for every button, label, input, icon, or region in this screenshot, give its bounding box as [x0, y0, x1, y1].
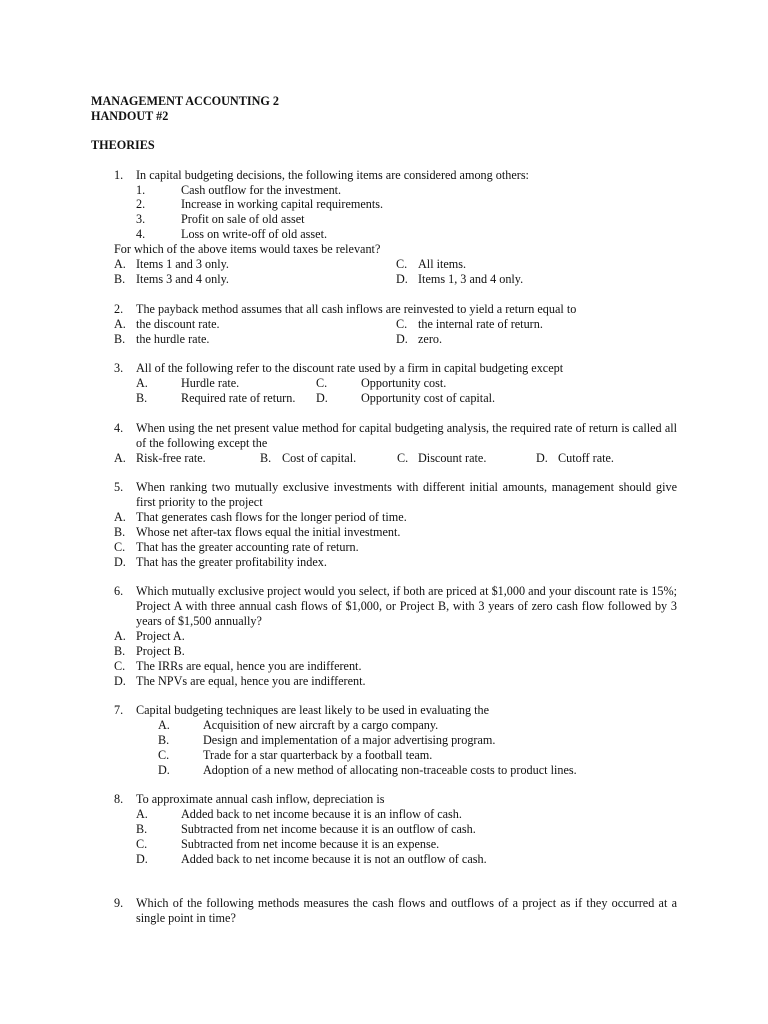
option-letter: B. — [158, 733, 170, 747]
option-text: Subtracted from net income because it is an outflow of cash. — [181, 822, 476, 836]
option-text: Items 3 and 4 only. — [136, 272, 229, 286]
option-text: the discount rate. — [136, 317, 220, 331]
question-stem: The payback method assumes that all cash inflows are reinvested to yield a return equal to — [136, 302, 577, 316]
question-number: 9. — [114, 896, 124, 910]
question-stem: Which mutually exclusive project would you select, if both are priced at $1,000 and your discount rate is 15%; Project A with three annual cash flows of $1,000, or Project B, with 3 years of zero cash flow followed by 3 years of $1,500 annually? — [136, 584, 677, 628]
option-letter: D. — [396, 332, 408, 346]
option-text: That generates cash flows for the longer period of time. — [136, 510, 407, 524]
question-number: 6. — [114, 584, 124, 598]
question-number: 3. — [114, 361, 124, 375]
question-number: 5. — [114, 480, 124, 494]
option-letter: A. — [158, 718, 170, 732]
option-text: All items. — [418, 257, 467, 271]
option-text: Project A. — [136, 629, 185, 643]
option-letter: D. — [114, 674, 126, 688]
item-text: Increase in working capital requirements. — [181, 197, 384, 211]
option-text: Design and implementation of a major advertising program. — [203, 733, 496, 747]
question-stem: To approximate annual cash inflow, depreciation is — [136, 792, 385, 806]
option-letter: D. — [396, 272, 408, 286]
option-letter: B. — [114, 272, 126, 286]
question-followup: For which of the above items would taxes be relevant? — [114, 242, 381, 256]
item-number: 1. — [136, 183, 146, 197]
question-stem: Capital budgeting techniques are least likely to be used in evaluating the — [136, 703, 489, 717]
option-letter: B. — [114, 332, 126, 346]
question-number: 7. — [114, 703, 124, 717]
option-letter: A. — [114, 629, 126, 643]
option-text: the internal rate of return. — [418, 317, 543, 331]
option-letter: A. — [114, 257, 126, 271]
option-text: zero. — [418, 332, 443, 346]
option-letter: C. — [114, 659, 126, 673]
option-text: Whose net after-tax flows equal the initial investment. — [136, 525, 401, 539]
option-text: Subtracted from net income because it is an expense. — [181, 837, 440, 851]
option-text: Acquisition of new aircraft by a cargo company. — [203, 718, 439, 732]
option-letter: A. — [136, 807, 148, 821]
option-letter: C. — [396, 317, 408, 331]
question-number: 2. — [114, 302, 124, 316]
option-letter: A. — [114, 317, 126, 331]
option-text: Project B. — [136, 644, 185, 658]
item-number: 3. — [136, 212, 146, 226]
option-text: the hurdle rate. — [136, 332, 210, 346]
question-stem: In capital budgeting decisions, the following items are considered among others: — [136, 168, 529, 182]
option-text: Cost of capital. — [282, 451, 357, 465]
option-letter: B. — [136, 822, 148, 836]
item-number: 2. — [136, 197, 146, 211]
option-letter: A. — [136, 376, 148, 390]
option-text: Trade for a star quarterback by a football team. — [203, 748, 433, 762]
option-text: Risk-free rate. — [136, 451, 206, 465]
item-text: Cash outflow for the investment. — [181, 183, 342, 197]
option-letter: C. — [114, 540, 126, 554]
option-letter: B. — [114, 644, 126, 658]
option-text: Opportunity cost of capital. — [361, 391, 496, 405]
option-letter: A. — [114, 451, 126, 465]
option-text: Hurdle rate. — [181, 376, 240, 390]
option-text: The IRRs are equal, hence you are indifferent. — [136, 659, 362, 673]
option-text: Added back to net income because it is an inflow of cash. — [181, 807, 462, 821]
option-text: Discount rate. — [418, 451, 487, 465]
option-text: Added back to net income because it is not an outflow of cash. — [181, 852, 487, 866]
question-stem: When using the net present value method for capital budgeting analysis, the required rate of return is called all of the following except the — [136, 421, 677, 450]
option-letter: C. — [158, 748, 170, 762]
option-letter: C. — [397, 451, 409, 465]
option-text: Items 1 and 3 only. — [136, 257, 229, 271]
option-text: The NPVs are equal, hence you are indifferent. — [136, 674, 366, 688]
option-letter: B. — [260, 451, 272, 465]
option-letter: B. — [136, 391, 148, 405]
question-number: 8. — [114, 792, 124, 806]
option-text: Required rate of return. — [181, 391, 296, 405]
question-stem: Which of the following methods measures the cash flows and outflows of a project as if they occurred at a single point in time? — [136, 896, 677, 925]
item-number: 4. — [136, 227, 146, 241]
option-letter: D. — [114, 555, 126, 569]
item-text: Loss on write-off of old asset. — [181, 227, 327, 241]
document-title: MANAGEMENT ACCOUNTING 2 — [91, 94, 280, 108]
option-text: Opportunity cost. — [361, 376, 447, 390]
option-text: Items 1, 3 and 4 only. — [418, 272, 524, 286]
question-number: 4. — [114, 421, 124, 435]
option-letter: C. — [396, 257, 408, 271]
question-number: 1. — [114, 168, 124, 182]
option-letter: D. — [158, 763, 170, 777]
section-heading: THEORIES — [91, 138, 155, 152]
option-letter: D. — [316, 391, 328, 405]
question-stem: When ranking two mutually exclusive investments with different initial amounts, management should give first priority to the project — [136, 480, 677, 509]
option-text: That has the greater profitability index. — [136, 555, 327, 569]
option-text: Cutoff rate. — [558, 451, 614, 465]
option-text: Adoption of a new method of allocating non-traceable costs to product lines. — [203, 763, 577, 777]
option-letter: A. — [114, 510, 126, 524]
option-letter: D. — [536, 451, 548, 465]
handout-number: HANDOUT #2 — [91, 109, 169, 123]
option-letter: C. — [136, 837, 148, 851]
item-text: Profit on sale of old asset — [181, 212, 305, 226]
option-text: That has the greater accounting rate of return. — [136, 540, 359, 554]
option-letter: D. — [136, 852, 148, 866]
option-letter: B. — [114, 525, 126, 539]
question-stem: All of the following refer to the discount rate used by a firm in capital budgeting except — [136, 361, 564, 375]
option-letter: C. — [316, 376, 328, 390]
